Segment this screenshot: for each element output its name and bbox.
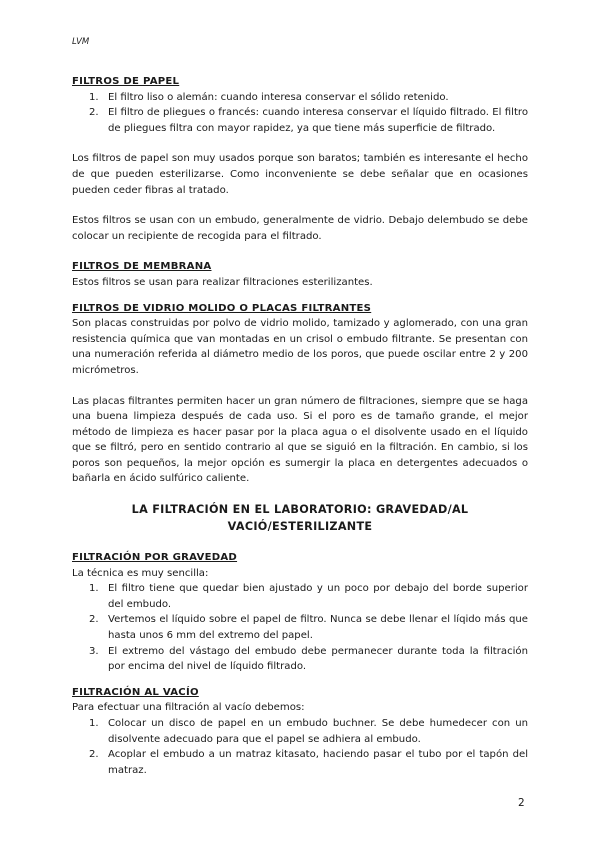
list-item: 1. El filtro tiene que quedar bien ajustado y un poco por debajo del borde superior del embudo. — [89, 583, 528, 610]
list-item: 2. El filtro de pliegues o francés: cuando interesa conservar el líquido filtrado. El filtro de pliegues filtra con mayor rapidez, ya que tiene más superficie de filtrado. — [89, 107, 528, 134]
list-filtracion-vacio — [72, 716, 528, 778]
heading-filtros-vidrio: FILTROS DE VIDRIO MOLIDO O PLACAS FILTRANTES — [72, 302, 372, 314]
list-item: 1. Colocar un disco de papel en un embudo buchner. Se debe humedecer con un disolvente adecuado para que el papel se adhiera al embudo. — [89, 718, 528, 745]
heading-filtros-membrana: FILTROS DE MEMBRANA — [72, 261, 212, 273]
paragraph: Los filtros de papel son muy usados porque son baratos; también es interesante el hecho de que pueden esterilizarse. Como inconveniente se debe señalar que en ocasiones pueden ceder fibras al tratado. — [72, 153, 528, 196]
list-item: 3. El extremo del vástago del embudo debe permanecer durante toda la filtración por encima del nivel de líquido filtrado. — [89, 645, 528, 673]
paragraph: Estos filtros se usan con un embudo, generalmente de vidrio. Debajo delembudo se debe colocar un recipiente de recogida para el filtrado. — [72, 215, 528, 242]
paragraph: Las placas filtrantes permiten hacer un gran número de filtraciones, siempre que se haga una buena limpieza después de cada uso. Si el poro es de tamaño grande, el mejor método de limpieza es hacer pasar por la placa agua o el disolvente usado en el líquido que se filtró, pero en sentido contrario al que se siguió en la filtración. En cambio, si los poros son pequeños, la mejor opción es sumergir la placa en detergentes adecuados o bañarla en ácido sulfúrico caliente. — [72, 395, 528, 485]
page-header: LVM — [72, 37, 90, 47]
main-title-line-1: LA FILTRACIÓN EN EL LABORATORIO: GRAVEDAD/AL — [131, 503, 469, 517]
paragraph: Son placas construidas por polvo de vidrio molido, tamizado y aglomerado, con una gran resistencia química que van montadas en un crisol o embudo filtrante. Se presentan con una numeración referida al diámetro medio de los poros, que puede oscilar entre 2 y 200 micrómetros. — [72, 318, 528, 376]
heading-filtracion-vacio: FILTRACIÓN AL VACÍO — [72, 686, 199, 698]
heading-filtros-papel: FILTROS DE PAPEL — [72, 76, 180, 87]
list-item: 2. Vertemos el líquido sobre el papel de filtro. Nunca se debe llenar el líqido más que hasta unos 6 mm del extremo del papel. — [89, 614, 528, 642]
page-number: 2 — [518, 797, 525, 809]
list-filtros-papel — [72, 90, 528, 137]
list-item: 2. Acoplar el embudo a un matraz kitasato, haciendo pasar el tubo por el tapón del matraz. — [89, 749, 528, 776]
heading-filtracion-gravedad: FILTRACIÓN POR GRAVEDAD — [72, 552, 238, 564]
list-item: 1. El filtro liso o alemán: cuando interesa conservar el sólido retenido. — [89, 91, 449, 103]
paragraph: Estos filtros se usan para realizar filtraciones esterilizantes. — [72, 276, 373, 288]
list-filtracion-gravedad — [72, 581, 528, 675]
document-body — [72, 74, 528, 778]
paragraph: La técnica es muy sencilla: — [72, 567, 209, 579]
paragraph: Para efectuar una filtración al vacío debemos: — [72, 702, 305, 714]
main-title-line-2: VACIÓ/ESTERILIZANTE — [227, 520, 373, 534]
